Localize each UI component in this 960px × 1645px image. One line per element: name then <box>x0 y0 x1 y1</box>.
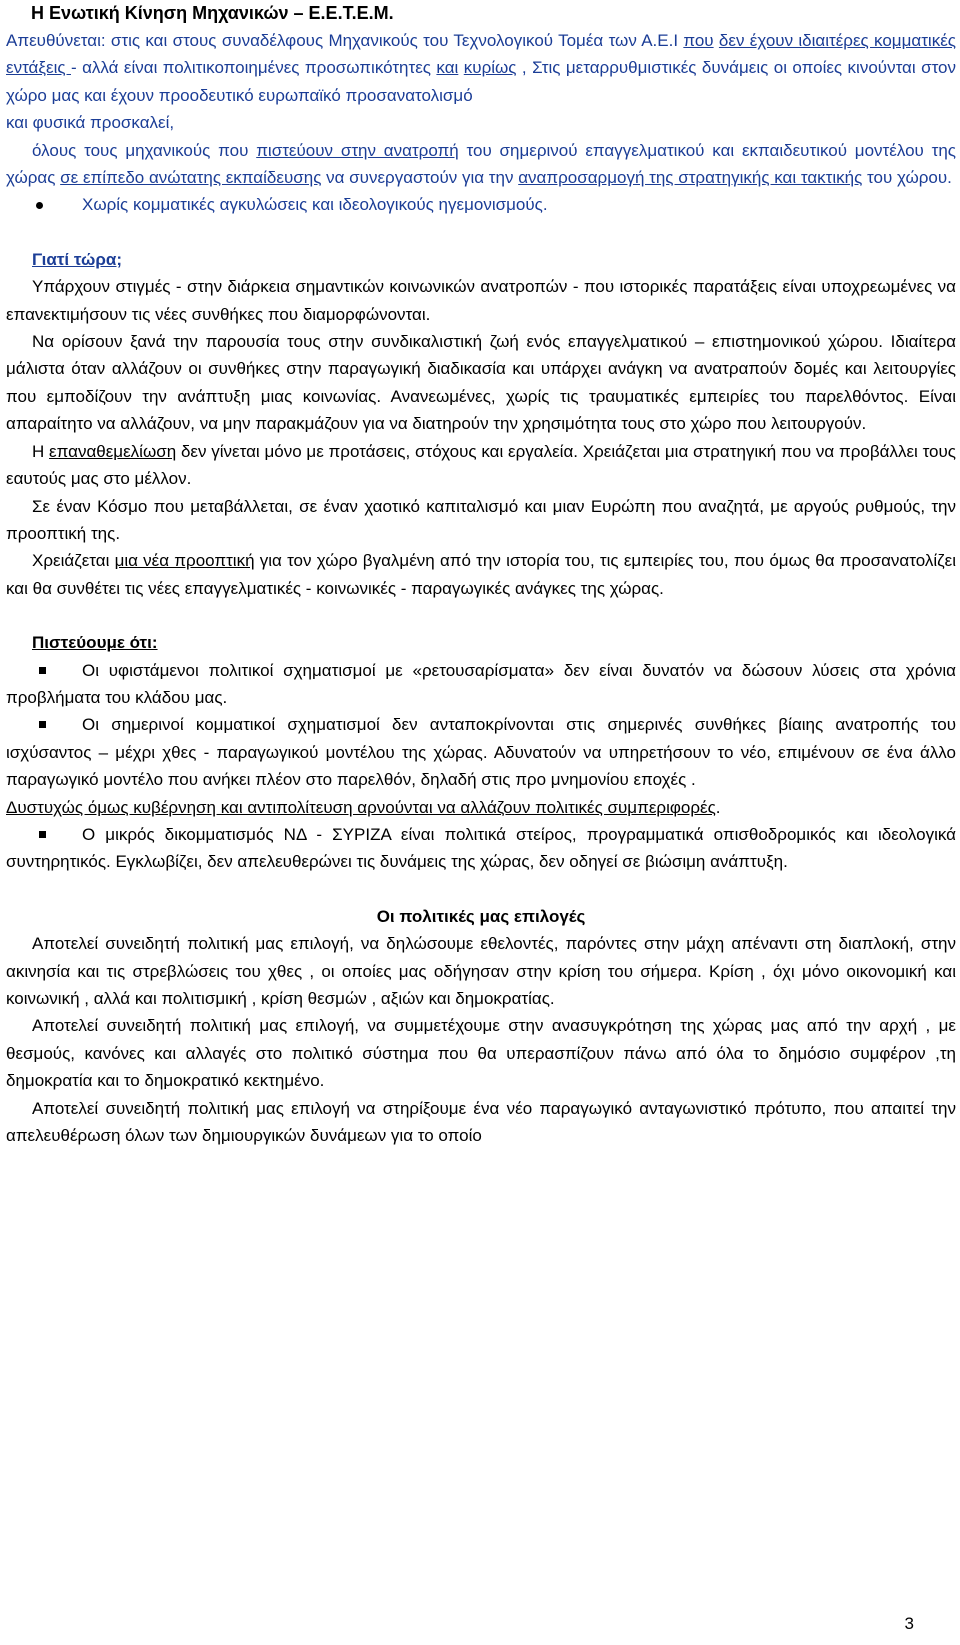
why-now-p5: Χρειάζεται μια νέα προοπτική για τον χώρο βγαλμένη από την ιστορία του, τις εμπειρίες του, που όμως θα προσανατολίζει και θα συνθέτει τις νέες επαγγελματικές - κοινωνικές - παραγωγικές ανάγκες της χώρας. <box>6 551 956 598</box>
intro-that: που <box>683 31 714 50</box>
intro-p2-c: να συνεργαστούν για την <box>321 168 519 188</box>
why-now-p1: Υπάρχουν στιγμές - στην διάρκεια σημαντικών κοινωνικών ανατροπών - που ιστορικές παρατάξεις είναι υποχρεωμένες να επανεκτιμήσουν τις νέες συνθήκες που διαμορφώνονται. <box>6 277 956 324</box>
addressed-to-text: : στις και στους συναδέλφους Μηχανικούς του Τεχνολογικού Τομέα των Α.Ε.Ι <box>100 31 684 50</box>
new-perspective-term: μια νέα προοπτική <box>114 551 255 571</box>
intro-no-party: δεν έχουν ιδιαιτέρες κομματικές εντάξεις <box>6 31 956 78</box>
intro-p2-b: του σημερινού επαγγελματικού και εκπαιδευτικού μοντέλου της χώρας <box>6 140 956 188</box>
intro-p2-a: όλους τους μηχανικούς που <box>32 140 257 160</box>
addressed-to-label: Απευθύνεται <box>6 31 101 50</box>
we-believe-underline-line: Δυστυχώς όμως κυβέρνηση και αντιπολίτευση αρνούνται να αλλάζουν πολιτικές συμπεριφορές. <box>6 797 721 817</box>
square-bullet-icon <box>39 831 46 838</box>
we-believe-item-3: Ο μικρός δικομματισμός ΝΔ - ΣΥΡΙΖΑ είναι πολιτικά στείρος, προγραμματικά οπισθοδρομικός και ιδεολογικά συντηρητικός. Εγκλωβίζει, δεν απελευθερώνει τις δυνάμεις της χώρας, δεν οδηγεί σε βιώσιμη ανάπτυξη. <box>6 824 956 872</box>
document-title: Η Ενωτική Κίνηση Μηχανικών – Ε.Ε.Τ.Ε.Μ. <box>31 3 394 23</box>
intro-p2-u2: σε επίπεδο ανώτατης εκπαίδευσης <box>60 168 322 188</box>
intro-politicized: - αλλά είναι πολιτικοποιημένες προσωπικότητες <box>70 58 437 78</box>
document-page <box>6 0 956 1149</box>
intro-and: και <box>436 58 459 78</box>
square-bullet-icon <box>39 721 46 728</box>
choices-p2: Αποτελεί συνειδητή πολιτική μας επιλογή, να συμμετέχουμε στην ανασυγκρότηση της χώρας μας από την αρχή , με θεσμούς, κανόνες και αλλαγές στο πολιτικό σύστημα που θα υπερασπίζουν πάνω από όλα το δημόσιο συμφέρον ,τη δημοκρατία και το δημοκρατικό κεκτημένο. <box>6 1016 956 1091</box>
why-now-p3: Η επαναθεμελίωση δεν γίνεται μόνο με προτάσεις, στόχους και εργαλεία. Χρειάζεται μια στρατηγική που να προβάλλει τους εαυτούς μας στο μέλλον. <box>6 441 956 489</box>
why-now-p4: Σε έναν Κόσμο που μεταβάλλεται, σε έναν χαοτικό καπιταλισμό και μιαν Ευρώπη που αναζητά, με αργούς ρυθμούς, την προοπτική της. <box>6 496 956 543</box>
choices-p1: Αποτελεί συνειδητή πολιτική μας επιλογή, να δηλώσουμε εθελοντές, παρόντες στην μάχη απέναντι στη διαπλοκή, στην ακινησία και τις στρεβλώσεις του χθες , οι οποίες μας οδήγησαν στην κρίση του σήμερα. Κρίση , όχι μόνο οικονομική και κοινωνική , αλλά και πολιτισμική , κρίση θεσμών , αξιών και δημοκρατίας. <box>6 934 956 1008</box>
intro-paragraph <box>6 27 956 109</box>
intro-reformist: , Στις μεταρρυθμιστικές δυνάμεις οι οποίες κινούνται στον χώρο μας και έχουν προοδευτικό ευρωπαϊκό προσανατολισμό <box>6 58 957 105</box>
refoundation-term: επαναθεμελίωση <box>49 441 177 461</box>
intro-mainly: κυρίως <box>463 58 517 78</box>
choices-p3: Αποτελεί συνειδητή πολιτική μας επιλογή να στηρίξουμε ένα νέο παραγωγικό ανταγωνιστικό πρότυπο, που απαιτεί την απελευθέρωση όλων των δημιουργικών δυνάμεων για το οποίο <box>6 1098 956 1146</box>
why-now-heading: Γιατί τώρα; <box>32 249 122 269</box>
square-bullet-icon <box>39 667 46 674</box>
intro-p2-u1: πιστεύουν στην ανατροπή <box>256 140 459 160</box>
choices-heading: Οι πολιτικές μας επιλογές <box>376 906 586 926</box>
we-believe-heading: Πιστεύουμε ότι: <box>32 633 158 653</box>
we-believe-item-1: Οι υφιστάμενοι πολιτικοί σχηματισμοί με «ρετουσαρίσματα» δεν είναι δυνατόν να δώσουν λύσεις στα χρόνια προβλήματα του κλάδου μας. <box>6 660 956 707</box>
intro-p2-u3: αναπροσαρμογή της στρατηγικής και τακτικής <box>518 168 863 188</box>
intro-bullet-text: Χωρίς κομματικές αγκυλώσεις και ιδεολογικούς ηγεμονισμούς. <box>82 195 548 215</box>
bullet-dot-icon <box>36 202 43 209</box>
intro-bullet-item <box>6 191 956 218</box>
intro-p2-d: του χώρου. <box>862 168 952 188</box>
we-believe-item-2: Οι σημερινοί κομματικοί σχηματισμοί δεν ανταποκρίνονται στις σημερινές συνθήκες βίαιης ανατροπής του ισχύσαντος – μέχρι χθες - παραγωγικού μοντέλου της χώρας. Αδυνατούν να υπηρετήσουν το νέο, επιμένουν σε ένα άλλο παραγωγικό μοντέλο που ανήκει πλέον στο παρελθόν, δηλαδή στις προ μνημονίου εποχές . <box>6 715 956 790</box>
page-number: 3 <box>904 1614 914 1633</box>
why-now-p2: Να ορίσουν ξανά την παρουσία τους στην συνδικαλιστική ζωή ενός επαγγελματικού – επιστημονικού χώρου. Ιδιαίτερα μάλιστα όταν αλλάζουν οι συνθήκες στην παραγωγική διαδικασία και υπάρχει ανάγκη να ανατραπούν δομές και λειτουργίες που εμποδίζουν την ανάπτυξη μιας κοινωνίας. Ανανεωμένες, χωρίς τις τραυματικές εμπειρίες του παρελθόντος. Είναι απαραίτητο να αλλάζουν, να μην παρακμάζουν για να διατηρούν την χρησιμότητα τους στο χώρο που λειτουργούν. <box>6 332 956 434</box>
intro-engineers-paragraph <box>6 137 956 192</box>
intro-invites: και φυσικά προσκαλεί, <box>6 113 175 133</box>
